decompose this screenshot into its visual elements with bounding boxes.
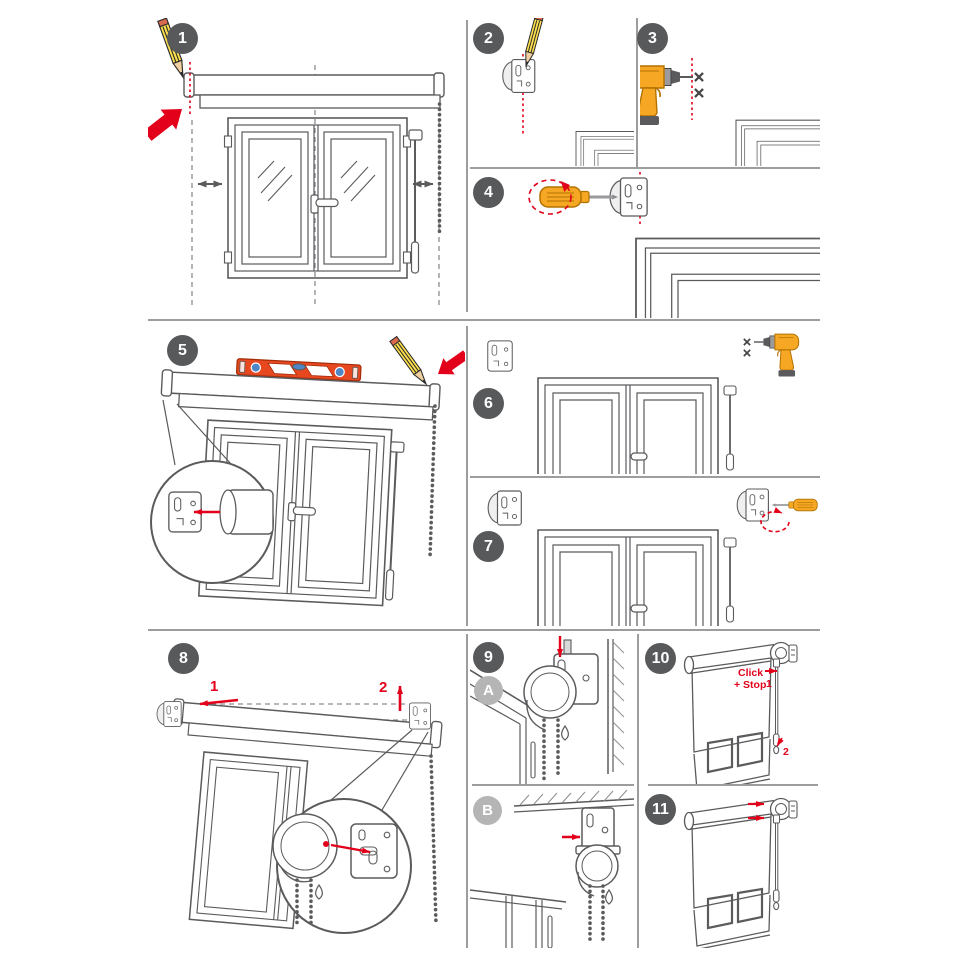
step-badge-a: A	[474, 676, 503, 705]
drill-icon	[640, 66, 693, 125]
chain-connector	[562, 726, 569, 740]
step-8-panel	[148, 634, 465, 948]
step-badge-9: 9	[473, 642, 504, 673]
divider-step5-right	[466, 326, 468, 626]
step-badge-10: 10	[645, 643, 676, 674]
step-badge-1: 1	[167, 23, 198, 54]
step-5-illustration	[148, 326, 465, 626]
divider-step8-step9	[466, 634, 468, 948]
step-8-illustration	[148, 634, 465, 948]
window-corner	[736, 120, 820, 166]
x-mark-icon	[744, 339, 750, 345]
bracket-front-icon	[351, 824, 397, 878]
divider-step9-step10	[637, 634, 639, 948]
x-mark-icon	[695, 73, 703, 81]
step10-seq2-label: 2	[783, 746, 789, 758]
red-arrow-icon	[148, 99, 190, 146]
callout-line	[163, 400, 175, 465]
chain-tensioner	[409, 130, 422, 273]
x-mark-icon	[744, 350, 750, 356]
window-icon	[538, 530, 718, 626]
wall-edge	[608, 639, 624, 774]
red-arrow-icon	[432, 346, 465, 382]
bracket-side-icon	[157, 702, 181, 727]
bracket-front-icon	[488, 341, 512, 371]
chain-tensioner	[724, 538, 736, 622]
step-badge-5: 5	[167, 335, 198, 366]
roller-blind-icon	[685, 643, 798, 785]
chain-tensioner	[724, 386, 736, 470]
screwdriver-icon	[540, 187, 618, 207]
bracket-side-icon	[503, 60, 535, 93]
screwdriver-icon	[772, 499, 817, 511]
blind-tube-end	[220, 490, 273, 534]
divider-step23-step4	[470, 167, 820, 169]
drill-icon	[754, 334, 799, 376]
bead-chain-icon	[430, 406, 435, 558]
roller-blind-icon	[184, 73, 444, 108]
window-icon	[225, 118, 411, 278]
step-4-panel	[470, 170, 820, 318]
ceiling-edge	[514, 790, 634, 812]
step-badge-11: 11	[645, 794, 676, 825]
step-badge-b: B	[473, 796, 502, 825]
step-badge-4: 4	[473, 177, 504, 208]
roller-blind-icon	[685, 799, 798, 949]
step-badge-8: 8	[168, 643, 199, 674]
step10-seq1-label: 1	[766, 678, 772, 690]
step-6-illustration	[470, 326, 820, 474]
step-badge-3: 3	[637, 23, 668, 54]
window-corner	[576, 132, 634, 167]
step8-move1-label: 1	[210, 678, 219, 695]
divider-step1-right	[466, 20, 468, 312]
step-1-illustration	[148, 18, 465, 318]
divider-row1-row2	[148, 319, 820, 321]
bead-chain-icon	[431, 756, 436, 924]
step8-move2-label: 2	[379, 679, 388, 696]
step-7-illustration	[470, 478, 820, 626]
divider-step10-step11	[648, 784, 818, 786]
roller-blind-icon	[171, 699, 442, 757]
click-stop-label-1: Click	[738, 667, 764, 679]
step-5-panel	[148, 326, 465, 626]
window-corner	[636, 239, 820, 319]
step-7-panel	[470, 478, 820, 626]
pencil-icon	[390, 337, 430, 387]
click-stop-label-2: + Stop	[734, 679, 767, 691]
bracket-side-icon	[488, 491, 521, 525]
divider-step9a-step9b	[472, 784, 634, 786]
x-mark-icon	[695, 89, 703, 97]
divider-row2-row3	[148, 629, 820, 631]
step-6-panel	[470, 326, 820, 474]
window-icon	[538, 378, 718, 474]
pin-dot	[323, 841, 329, 847]
step-badge-2: 2	[473, 23, 504, 54]
chain-housing	[576, 845, 618, 896]
step-1-panel	[148, 18, 465, 318]
chain-connector	[606, 890, 613, 904]
bracket-front-icon	[409, 703, 430, 729]
step-4-illustration	[470, 170, 820, 318]
step-badge-7: 7	[473, 531, 504, 562]
window-icon	[470, 890, 566, 948]
turn-arrow	[761, 512, 789, 532]
chain-housing	[524, 666, 576, 730]
step-badge-6: 6	[473, 388, 504, 419]
